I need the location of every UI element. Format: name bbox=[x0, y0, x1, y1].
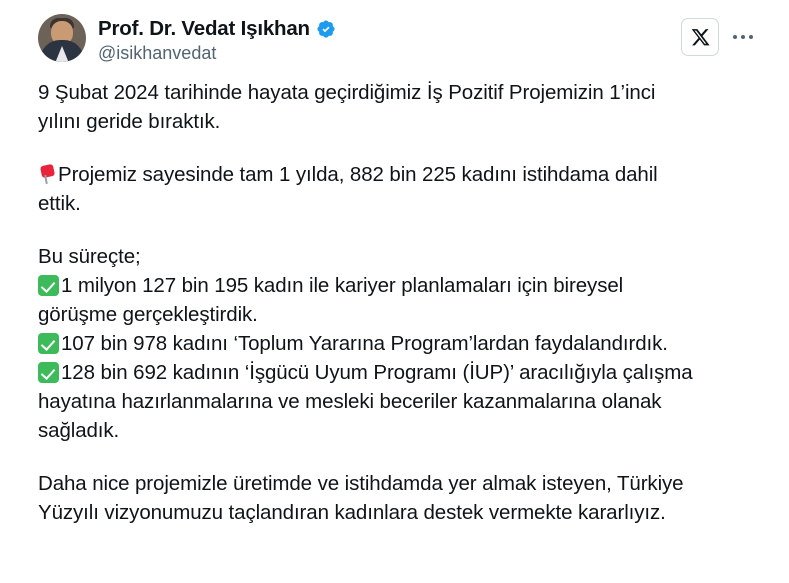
tweet-paragraph-2 bbox=[38, 160, 749, 218]
tweet-line: Bu süreçte; bbox=[38, 245, 141, 268]
x-logo-icon[interactable] bbox=[681, 18, 719, 56]
dot bbox=[741, 35, 746, 40]
tweet-line-with-check bbox=[38, 358, 749, 387]
check-mark-icon bbox=[38, 362, 59, 383]
tweet-header bbox=[34, 14, 755, 64]
check-mark-icon bbox=[38, 275, 59, 296]
tweet-line: yılını geride bıraktık. bbox=[38, 110, 221, 133]
verified-badge-icon bbox=[316, 19, 336, 39]
author-handle[interactable]: @isikhanvedat bbox=[98, 42, 217, 63]
header-actions bbox=[681, 14, 756, 56]
tweet-line-with-pin bbox=[38, 160, 749, 189]
tweet-line: Yüzyılı vizyonumuzu taçlandıran kadınlara destek vermekte kararlıyız. bbox=[38, 501, 666, 524]
tweet-line-text: 107 bin 978 kadını ‘Toplum Yararına Program’lardan faydalandırdık. bbox=[61, 332, 668, 355]
avatar[interactable] bbox=[38, 14, 86, 62]
tweet-line: sağladık. bbox=[38, 419, 120, 442]
dot bbox=[749, 35, 754, 40]
tweet-line: hayatına hazırlanmalarına ve mesleki beceriler kazanmalarına olanak bbox=[38, 390, 662, 413]
tweet-line: görüşme gerçekleştirdik. bbox=[38, 303, 258, 326]
tweet-text bbox=[34, 78, 755, 527]
author-names bbox=[98, 14, 336, 64]
tweet-line: 9 Şubat 2024 tarihinde hayata geçirdiğimiz İş Pozitif Projemizin 1’inci bbox=[38, 81, 656, 104]
check-mark-icon bbox=[38, 333, 59, 354]
author-display-name[interactable]: Prof. Dr. Vedat Işıkhan bbox=[98, 16, 310, 40]
tweet-line-text: 1 milyon 127 bin 195 kadın ile kariyer planlamaları için bireysel bbox=[61, 274, 624, 297]
tweet-paragraph-1 bbox=[38, 78, 749, 136]
pushpin-icon bbox=[38, 164, 57, 185]
tweet-line-with-check bbox=[38, 329, 749, 358]
tweet-paragraph-3 bbox=[38, 242, 749, 445]
dot bbox=[733, 35, 738, 40]
author-name-row bbox=[98, 17, 336, 41]
tweet-line-with-check bbox=[38, 271, 749, 300]
tweet-line-text: Projemiz sayesinde tam 1 yılda, 882 bin 225 kadını istihdama dahil bbox=[58, 163, 658, 186]
tweet-paragraph-4 bbox=[38, 469, 749, 527]
tweet-line: ettik. bbox=[38, 192, 81, 215]
tweet-line: Daha nice projemizle üretimde ve istihdamda yer almak isteyen, Türkiye bbox=[38, 472, 684, 495]
tweet-line-text: 128 bin 692 kadının ‘İşgücü Uyum Programı (İUP)’ aracılığıyla çalışma bbox=[61, 361, 693, 384]
more-options-icon[interactable] bbox=[731, 18, 756, 56]
